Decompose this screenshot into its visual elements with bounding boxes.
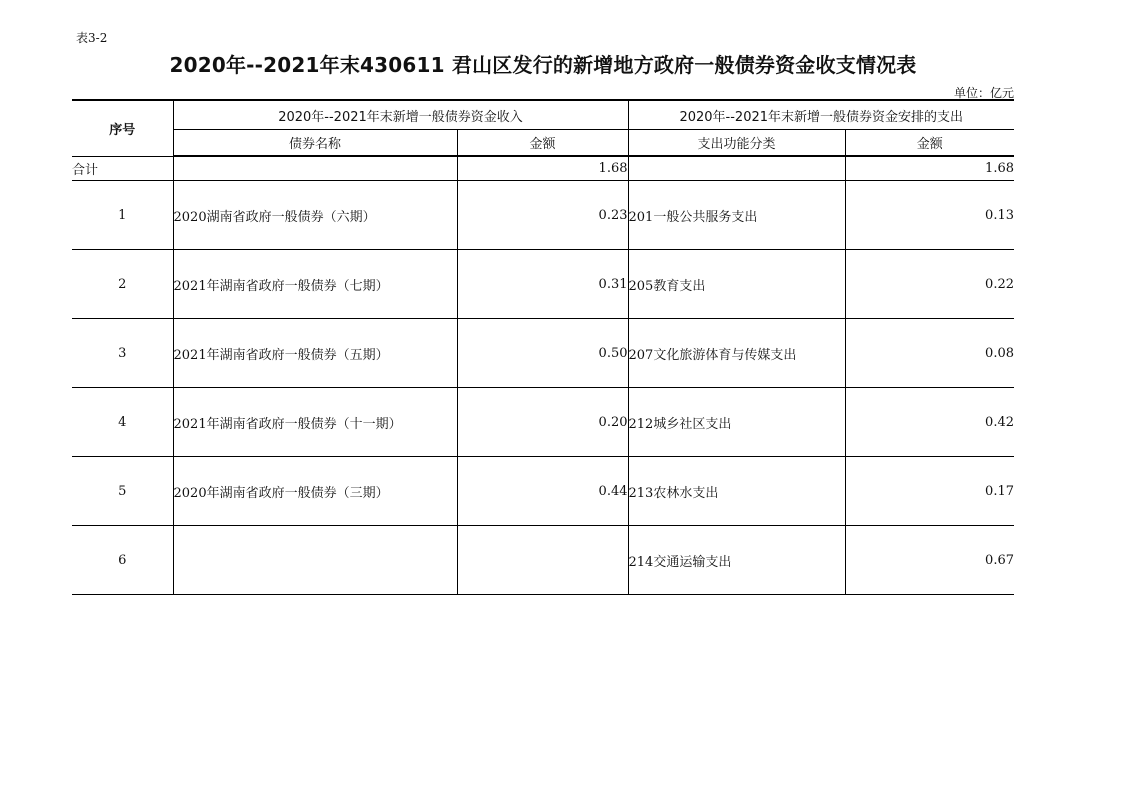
row-income-amount xyxy=(457,526,628,595)
row-seq: 1 xyxy=(72,181,173,250)
header-bond-name: 债券名称 xyxy=(173,130,457,157)
header-income-amount: 金额 xyxy=(457,130,628,157)
total-income: 1.68 xyxy=(457,156,628,181)
row-bond-name: 2021年湖南省政府一般债券（五期） xyxy=(173,319,457,388)
row-expense-amount: 0.13 xyxy=(845,181,1014,250)
row-bond-name: 2020湖南省政府一般债券（六期） xyxy=(173,181,457,250)
header-expense-group: 2020年--2021年末新增一般债券资金安排的支出 xyxy=(628,100,1014,130)
row-seq: 6 xyxy=(72,526,173,595)
table-row xyxy=(72,319,1014,388)
page-title: 2020年--2021年末430611 君山区发行的新增地方政府一般债券资金收支情况表 xyxy=(169,53,917,77)
table-row xyxy=(72,526,1014,595)
table-row xyxy=(72,181,1014,250)
row-income-amount: 0.23 xyxy=(457,181,628,250)
row-function-class: 214交通运输支出 xyxy=(628,526,845,595)
table-row xyxy=(72,457,1014,526)
unit-label: 单位：亿元 xyxy=(953,86,1014,100)
table-row xyxy=(72,250,1014,319)
row-expense-amount: 0.17 xyxy=(845,457,1014,526)
total-expense: 1.68 xyxy=(845,156,1014,181)
row-function-class: 213农林水支出 xyxy=(628,457,845,526)
row-bond-name: 2021年湖南省政府一般债券（七期） xyxy=(173,250,457,319)
header-expense-amount: 金额 xyxy=(845,130,1014,157)
row-income-amount: 0.44 xyxy=(457,457,628,526)
row-expense-amount: 0.22 xyxy=(845,250,1014,319)
row-expense-amount: 0.67 xyxy=(845,526,1014,595)
row-expense-amount: 0.42 xyxy=(845,388,1014,457)
total-bond-cell xyxy=(173,156,457,181)
row-function-class: 205教育支出 xyxy=(628,250,845,319)
table-row xyxy=(72,388,1014,457)
row-expense-amount: 0.08 xyxy=(845,319,1014,388)
total-func-cell xyxy=(628,156,845,181)
header-seq: 序号 xyxy=(72,100,173,156)
header-income-group: 2020年--2021年末新增一般债券资金收入 xyxy=(173,100,628,130)
row-function-class: 212城乡社区支出 xyxy=(628,388,845,457)
header-function-class: 支出功能分类 xyxy=(628,130,845,157)
row-bond-name: 2020年湖南省政府一般债券（三期） xyxy=(173,457,457,526)
row-bond-name: 2021年湖南省政府一般债券（十一期） xyxy=(173,388,457,457)
row-function-class: 201一般公共服务支出 xyxy=(628,181,845,250)
row-function-class: 207文化旅游体育与传媒支出 xyxy=(628,319,845,388)
total-label: 合计 xyxy=(72,156,173,181)
row-bond-name xyxy=(173,526,457,595)
row-seq: 3 xyxy=(72,319,173,388)
row-seq: 2 xyxy=(72,250,173,319)
row-income-amount: 0.31 xyxy=(457,250,628,319)
bond-fund-table xyxy=(72,99,1014,595)
row-income-amount: 0.20 xyxy=(457,388,628,457)
row-seq: 5 xyxy=(72,457,173,526)
total-row xyxy=(72,156,1014,181)
row-seq: 4 xyxy=(72,388,173,457)
row-income-amount: 0.50 xyxy=(457,319,628,388)
table-number: 表3-2 xyxy=(76,31,108,45)
